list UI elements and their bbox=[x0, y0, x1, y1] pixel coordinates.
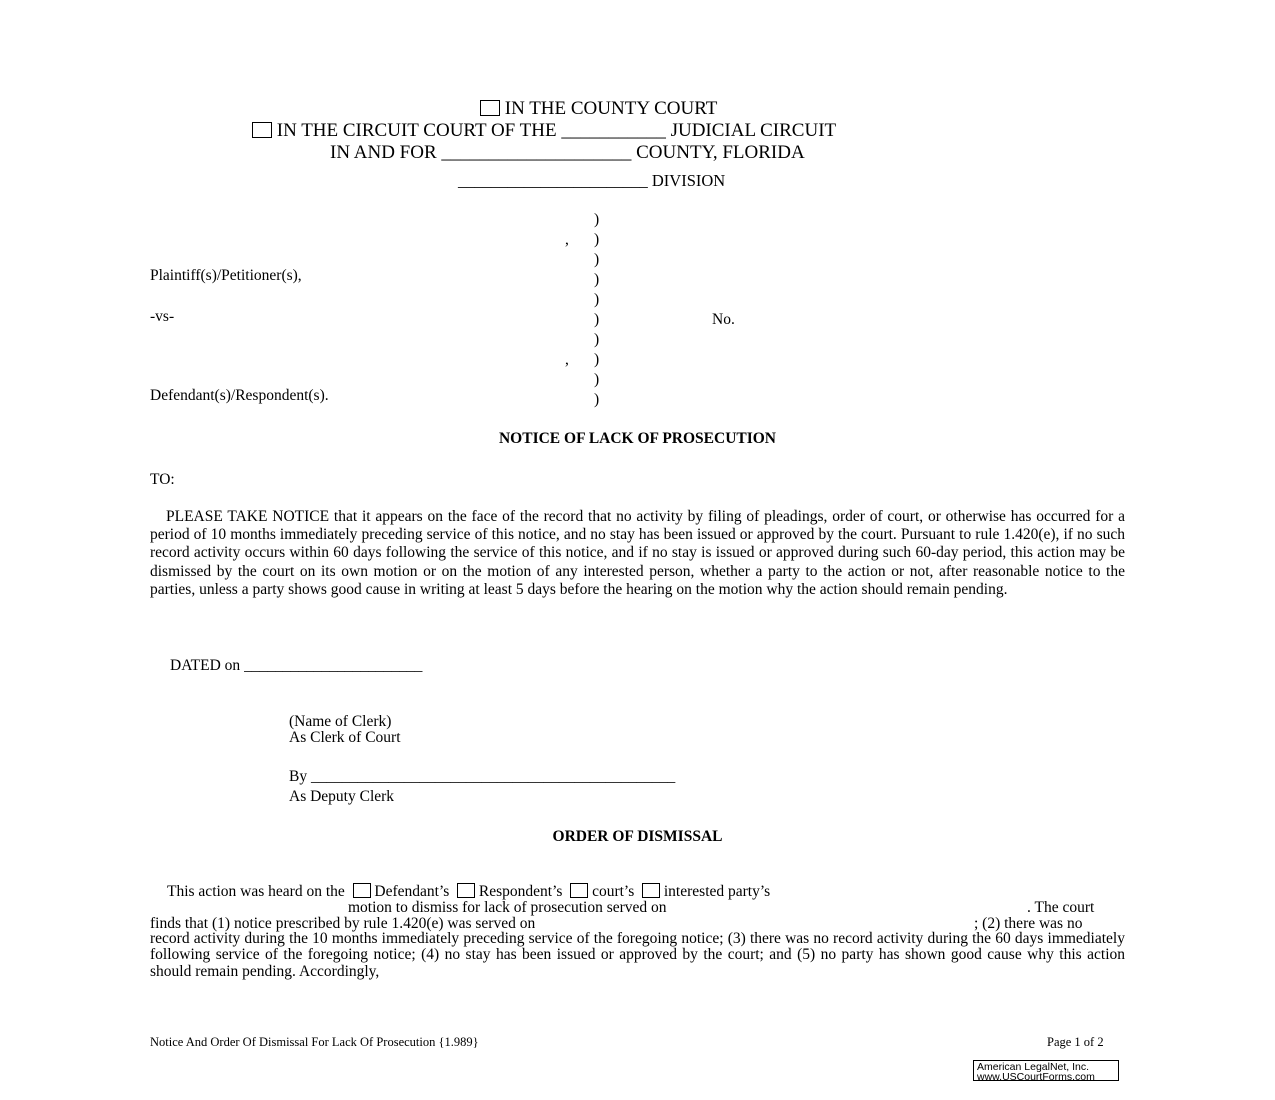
by-label: By bbox=[289, 768, 308, 785]
option-defendant: Defendant’s bbox=[374, 883, 450, 900]
county-court-checkbox[interactable] bbox=[480, 100, 500, 116]
respondent-checkbox[interactable] bbox=[457, 883, 475, 898]
caption-paren: ) bbox=[594, 271, 600, 288]
dated-line bbox=[170, 657, 422, 675]
county-court-line bbox=[480, 98, 717, 120]
caption-paren: ) bbox=[594, 211, 600, 228]
court-checkbox[interactable] bbox=[570, 883, 588, 898]
county-line bbox=[330, 142, 805, 164]
caption-paren: ) bbox=[594, 351, 600, 368]
vs-label: -vs- bbox=[150, 308, 175, 325]
circuit-court-checkbox[interactable] bbox=[252, 122, 272, 138]
defendant-checkbox[interactable] bbox=[353, 883, 371, 898]
division-label: DIVISION bbox=[651, 171, 726, 190]
caption-paren: ) bbox=[594, 311, 600, 328]
caption-paren: ) bbox=[594, 331, 600, 348]
option-interested-party: interested party’s bbox=[663, 883, 771, 900]
caption-paren: ) bbox=[594, 371, 600, 388]
division-line bbox=[458, 171, 725, 191]
in-and-for-label: IN AND FOR bbox=[330, 142, 437, 163]
interested-party-checkbox[interactable] bbox=[642, 883, 660, 898]
publisher-url[interactable]: www.USCourtForms.com bbox=[977, 1071, 1095, 1083]
county-florida-label: COUNTY, FLORIDA bbox=[636, 142, 805, 163]
order-body: record activity during the 10 months immediately preceding service of the foregoing notice; (3) there was no record activity during the 60 days immediately following service of the foregoing notice; (4) no stay has been issued or approved by the court; and (5) no party has shown good cause why this action should remain pending. Accordingly, bbox=[150, 930, 1125, 980]
caption-paren: ) bbox=[594, 251, 600, 268]
plaintiff-label: Plaintiff(s)/Petitioner(s), bbox=[150, 267, 302, 284]
dated-blank[interactable]: _______________________ bbox=[244, 657, 423, 674]
to-label: TO: bbox=[150, 471, 175, 488]
page-number: Page 1 of 2 bbox=[1047, 1035, 1104, 1049]
option-court: court’s bbox=[592, 883, 635, 900]
caption-paren: ) bbox=[594, 231, 600, 248]
county-court-label: IN THE COUNTY COURT bbox=[504, 98, 718, 119]
case-number-label: No. bbox=[712, 311, 735, 328]
county-name-blank[interactable]: ____________________ bbox=[441, 142, 632, 163]
court-text: . The court bbox=[1027, 899, 1095, 916]
motion-text: motion to dismiss for lack of prosecution served on bbox=[348, 899, 667, 916]
signature-blank[interactable]: _______________________________________________ bbox=[310, 768, 676, 785]
caption-comma: , bbox=[565, 231, 569, 248]
circuit-court-line bbox=[252, 120, 836, 142]
defendant-label: Defendant(s)/Respondent(s). bbox=[150, 387, 329, 404]
clerk-title: As Clerk of Court bbox=[289, 729, 401, 746]
dated-label: DATED on bbox=[170, 657, 241, 674]
order-title: ORDER OF DISMISSAL bbox=[552, 828, 723, 845]
circuit-court-suffix: JUDICIAL CIRCUIT bbox=[670, 120, 837, 141]
caption-paren: ) bbox=[594, 391, 600, 408]
findings-start: finds that (1) notice prescribed by rule 1.420(e) was served on bbox=[150, 915, 536, 932]
circuit-court-prefix: IN THE CIRCUIT COURT OF THE bbox=[276, 120, 557, 141]
publisher-name: American LegalNet, Inc. bbox=[977, 1061, 1090, 1073]
notice-body: PLEASE TAKE NOTICE that it appears on the face of the record that no activity by filing of pleadings, order of court, or otherwise has occurred for a period of 10 months immediately preceding service of this notice, and no stay has been issued or approved by the court. Pursuant to rule 1.420(e), if no such record activity occurs within 60 days following the service of this notice, and if no stay is issued or approved during such 60-day period, this action may be dismissed by the court on its own motion or on the motion of any interested person, whether a party to the action or not, after reasonable notice to the parties, unless a party shows good cause in writing at least 5 days before the hearing on the motion why the action should remain pending. bbox=[150, 508, 1125, 598]
footer-form-title: Notice And Order Of Dismissal For Lack Of Prosecution {1.989} bbox=[150, 1035, 479, 1049]
findings-continue: ; (2) there was no bbox=[974, 915, 1083, 932]
caption-paren: ) bbox=[594, 291, 600, 308]
deputy-signature-line bbox=[289, 768, 675, 786]
caption-comma: , bbox=[565, 351, 569, 368]
circuit-number-blank[interactable]: ___________ bbox=[561, 120, 666, 141]
division-blank[interactable]: _______________________ bbox=[458, 171, 648, 190]
order-intro: This action was heard on the bbox=[167, 883, 345, 900]
notice-title: NOTICE OF LACK OF PROSECUTION bbox=[498, 430, 777, 447]
clerk-name: (Name of Clerk) bbox=[289, 713, 392, 730]
publisher-badge bbox=[973, 1060, 1119, 1081]
option-respondent: Respondent’s bbox=[478, 883, 563, 900]
deputy-title: As Deputy Clerk bbox=[289, 788, 395, 805]
